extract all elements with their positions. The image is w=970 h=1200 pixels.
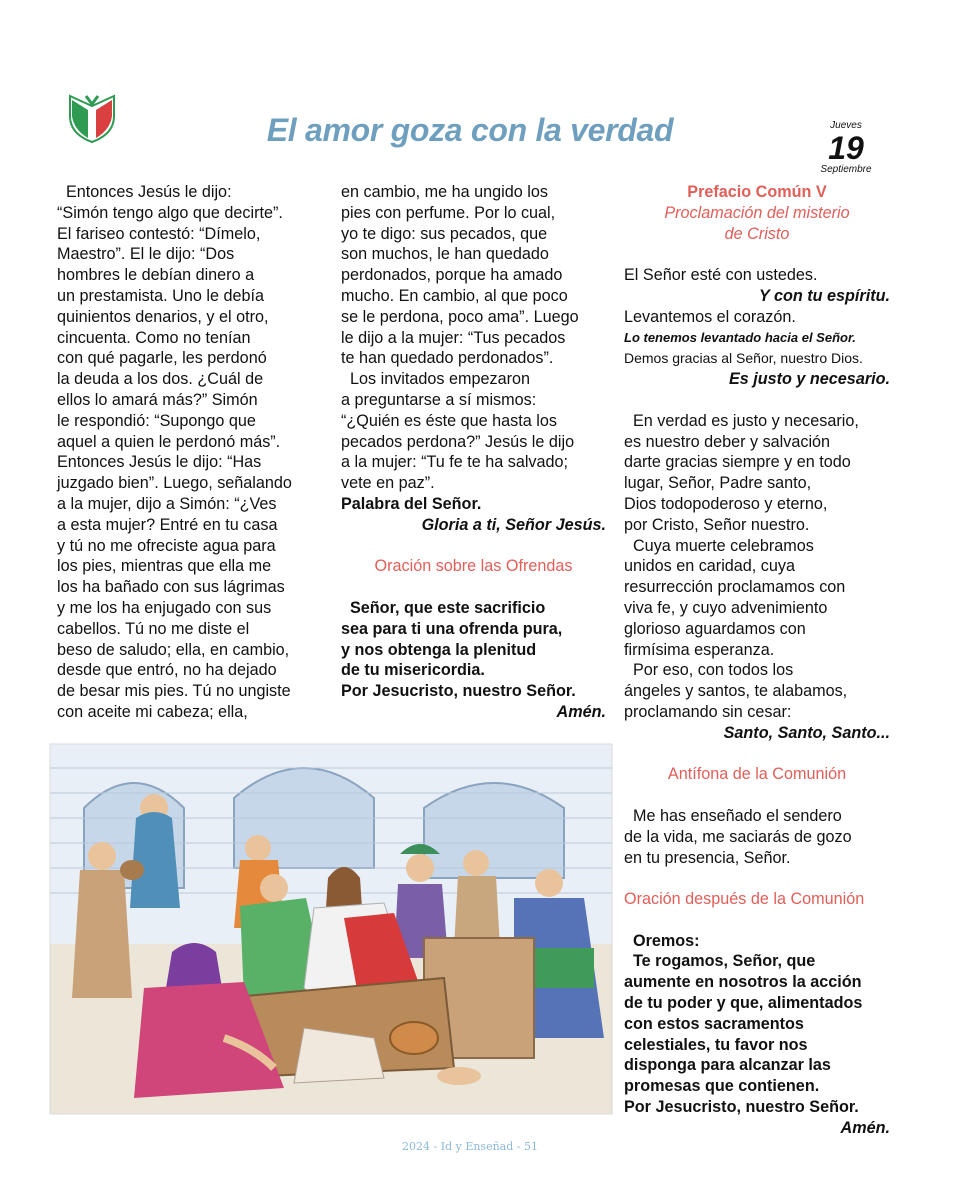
text-line: perdonados, porque ha amado <box>341 266 563 285</box>
text-line: desde que entró, no ha dejado <box>57 661 277 680</box>
date-weekday: Jueves <box>830 120 862 131</box>
text-line: Señor, que este sacrificio <box>341 598 546 617</box>
text-line: de besar mis pies. Tú no ungiste <box>57 682 291 701</box>
text-line: y me los ha enjugado con sus <box>57 598 272 617</box>
text-line: con estos sacramentos <box>624 1014 804 1033</box>
gospel-column-2 <box>341 182 606 723</box>
text-line: pies con perfume. Por lo cual, <box>341 203 556 222</box>
text-line: en cambio, me ha ungido los <box>341 183 548 201</box>
text-line: Me has enseñado el sendero <box>624 806 842 825</box>
text-line: Entonces Jesús le dijo: “Has <box>57 453 262 472</box>
text-line: le dijo a la mujer: “Tus pecados <box>341 328 566 347</box>
text-line: ángeles y santos, te alabamos, <box>624 682 848 701</box>
text-line: de tu misericordia. <box>341 661 485 680</box>
text-line: lugar, Señor, Padre santo, <box>624 474 812 493</box>
shield-logo-icon <box>68 92 116 144</box>
text-line: El fariseo contestó: “Dímelo, <box>57 224 261 243</box>
dialogue-response: Y con tu espíritu. <box>758 286 890 305</box>
text-line: glorioso aguardamos con <box>624 619 806 638</box>
text-line: Entonces Jesús le dijo: <box>57 183 232 201</box>
text-line: cincuenta. Como no tenían <box>57 328 251 347</box>
text-line: pecados perdona?” Jesús le dijo <box>341 432 575 451</box>
preface-title: Prefacio Común V <box>687 183 827 201</box>
text-line: de la vida, me saciarás de gozo <box>624 827 852 846</box>
amen-response: Amén. <box>556 702 606 721</box>
text-line: los pies, mientras que ella me <box>57 557 272 576</box>
jesus-anointing-illustration <box>44 738 617 1120</box>
text-line: cabellos. Tú no me diste el <box>57 619 250 638</box>
text-line: resurrección proclamamos con <box>624 578 846 597</box>
dialogue-line: El Señor esté con ustedes. <box>624 266 818 285</box>
text-line: “¿Quién es éste que hasta los <box>341 411 557 430</box>
liturgy-column-3 <box>624 182 890 1139</box>
date-month: Septiembre <box>820 164 872 175</box>
dialogue-line: Levantemos el corazón. <box>624 307 796 326</box>
text-line: Dios todopoderoso y eterno, <box>624 494 828 513</box>
date-day: 19 <box>828 130 864 166</box>
text-line: le respondió: “Supongo que <box>57 411 256 430</box>
page-title: El amor goza con la verdad <box>266 112 674 148</box>
gospel-acclamation: Palabra del Señor. <box>341 494 482 513</box>
text-line: Los invitados empezaron <box>341 370 530 389</box>
text-line: Por Jesucristo, nuestro Señor. <box>341 682 576 701</box>
text-line: con aceite mi cabeza; ella, <box>57 702 248 721</box>
post-communion-heading: Oración después de la Comunión <box>624 890 865 909</box>
text-line: aumente en nosotros la acción <box>624 973 862 992</box>
text-line: vete en paz”. <box>341 474 435 493</box>
sanctus-response: Santo, Santo, Santo... <box>723 723 890 742</box>
text-line: a la mujer: “Tu fe te ha salvado; <box>341 453 569 472</box>
text-line: ellos lo amará más?” Simón <box>57 390 258 409</box>
dialogue-response: Es justo y necesario. <box>728 370 890 389</box>
text-line: te han quedado perdonados”. <box>341 349 554 368</box>
text-line: a la mujer, dijo a Simón: “¿Ves <box>57 494 277 513</box>
text-line: se le perdona, poco ama”. Luego <box>341 307 579 326</box>
text-line: sea para ti una ofrenda pura, <box>341 619 563 638</box>
gospel-column-1 <box>57 182 329 723</box>
text-line: Por eso, con todos los <box>624 661 794 680</box>
text-line: “Simón tengo algo que decirte”. <box>57 203 283 222</box>
text-line: de tu poder y que, alimentados <box>624 994 863 1013</box>
text-line: y nos obtenga la plenitud <box>341 640 537 659</box>
text-line: hombres le debían dinero a <box>57 266 255 285</box>
text-line: es nuestro deber y salvación <box>624 432 831 451</box>
text-line: proclamando sin cesar: <box>624 702 792 721</box>
text-line: En verdad es justo y necesario, <box>624 411 859 430</box>
text-line: Te rogamos, Señor, que <box>624 952 816 971</box>
dialogue-line: Demos gracias al Señor, nuestro Dios. <box>624 350 863 367</box>
text-line: disponga para alcanzar las <box>624 1056 831 1075</box>
text-line: los ha bañado con sus lágrimas <box>57 578 285 597</box>
amen-response: Amén. <box>840 1118 890 1137</box>
text-line: firmísima esperanza. <box>624 640 775 659</box>
text-line: un prestamista. Uno le debía <box>57 286 264 305</box>
text-line: son muchos, le han quedado <box>341 245 549 264</box>
text-line: Por Jesucristo, nuestro Señor. <box>624 1098 859 1117</box>
text-line: Oremos: <box>624 931 700 950</box>
text-line: yo te digo: sus pecados, que <box>341 224 548 243</box>
dialogue-response: Lo tenemos levantado hacia el Señor. <box>624 329 856 345</box>
text-line: promesas que contienen. <box>624 1077 820 1096</box>
date-block <box>806 120 886 176</box>
text-line: celestiales, tu favor nos <box>624 1035 808 1054</box>
preface-subtitle: de Cristo <box>724 224 790 243</box>
communion-heading: Antífona de la Comunión <box>667 765 847 784</box>
text-line: y tú no me ofreciste agua para <box>57 536 276 555</box>
text-line: mucho. En cambio, al que poco <box>341 286 568 305</box>
text-line: juzgado bien”. Luego, señalando <box>57 474 292 493</box>
text-line: en tu presencia, Señor. <box>624 848 791 867</box>
text-line: darte gracias siempre y en todo <box>624 453 851 472</box>
text-line: Cuya muerte celebramos <box>624 536 814 555</box>
text-line: quinientos denarios, y el otro, <box>57 307 269 326</box>
text-line: viva fe, y cuyo advenimiento <box>624 598 828 617</box>
text-line: Maestro”. El le dijo: “Dos <box>57 245 235 264</box>
gospel-response: Gloria a ti, Señor Jesús. <box>421 515 606 534</box>
text-line: unidos en caridad, cuya <box>624 557 795 576</box>
text-line: a preguntarse a sí mismos: <box>341 390 537 409</box>
page-footer: 2024 - Id y Enseñad - 51 <box>402 1140 538 1153</box>
text-line: con qué pagarle, les perdonó <box>57 349 267 368</box>
preface-subtitle: Proclamación del misterio <box>664 203 850 222</box>
offerings-heading: Oración sobre las Ofrendas <box>374 557 573 576</box>
text-line: aquel a quien le perdonó más”. <box>57 432 281 451</box>
text-line: por Cristo, Señor nuestro. <box>624 515 810 534</box>
text-line: a esta mujer? Entré en tu casa <box>57 515 278 534</box>
text-line: beso de saludo; ella, en cambio, <box>57 640 290 659</box>
text-line: la deuda a los dos. ¿Cuál de <box>57 370 264 389</box>
